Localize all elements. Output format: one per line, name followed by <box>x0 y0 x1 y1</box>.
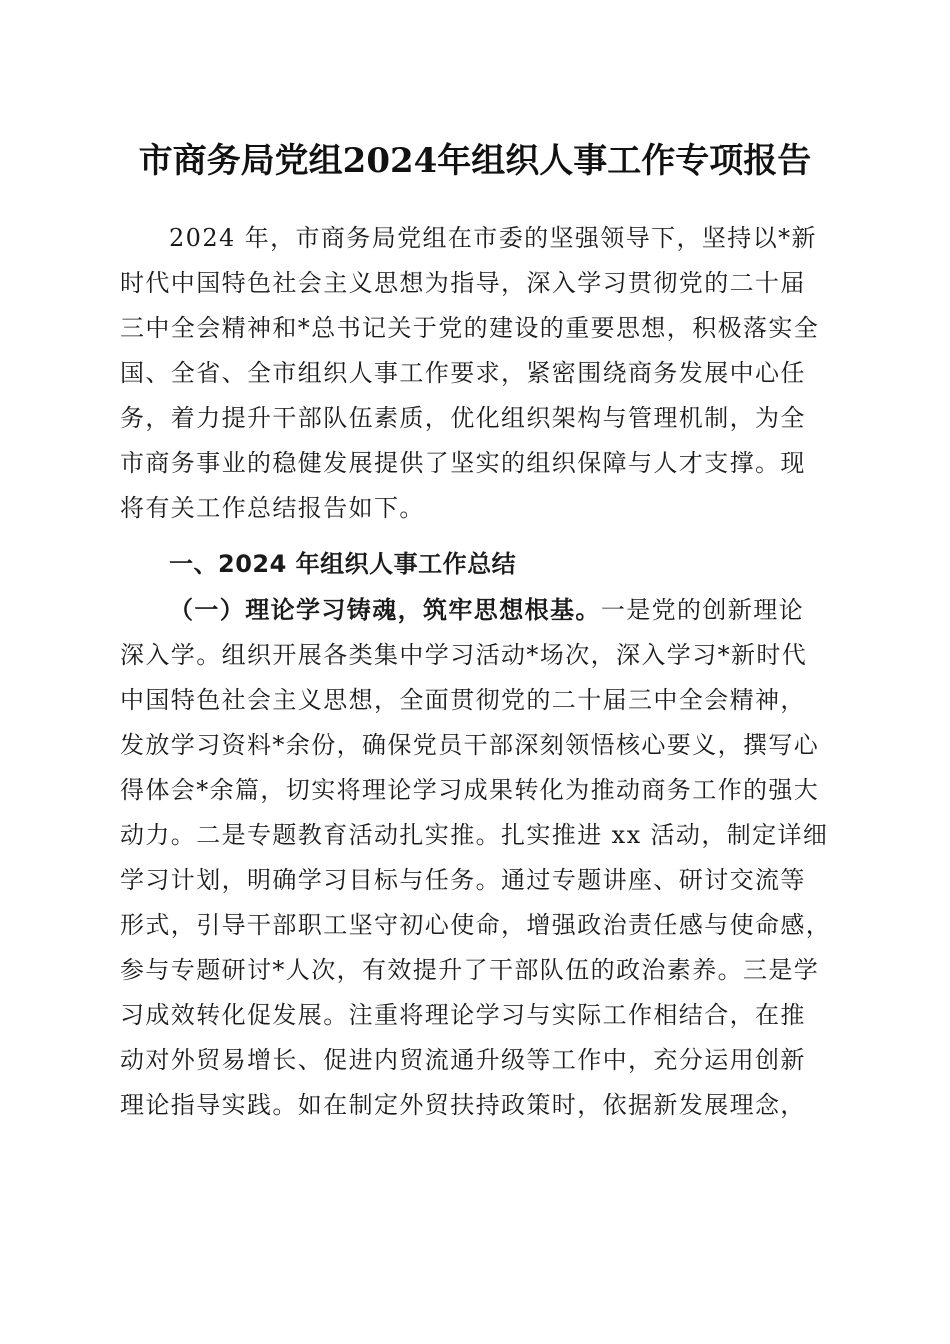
paragraph-line: 得体会*余篇，切实将理论学习成果转化为推动商务工作的强大 <box>120 776 820 804</box>
paragraph-line: 将有关工作总结报告如下。 <box>120 494 425 522</box>
paragraph-line: 发放学习资料*余份，确保党员干部深刻领悟核心要义，撰写心 <box>120 731 820 759</box>
paragraph-line: 务，着力提升干部队伍素质，优化组织架构与管理机制，为全 <box>120 404 806 432</box>
section-heading: 一、2024 年组织人事工作总结 <box>169 550 517 578</box>
subsection-first-line-text: 一是党的创新理论 <box>600 596 805 624</box>
paragraph-line: 学习计划，明确学习目标与任务。通过专题讲座、研讨交流等 <box>120 866 806 894</box>
document-title: 市商务局党组2024年组织人事工作专项报告 <box>138 141 812 181</box>
paragraph-line: 国、全省、全市组织人事工作要求，紧密围绕商务发展中心任 <box>120 359 806 387</box>
paragraph-line: 中国特色社会主义思想，全面贯彻党的二十届三中全会精神， <box>120 686 806 714</box>
subsection-first-line <box>169 588 804 632</box>
paragraph-line: 理论指导实践。如在制定外贸扶持政策时，依据新发展理念， <box>120 1091 806 1119</box>
paragraph-line: 习成效转化促发展。注重将理论学习与实际工作相结合，在推 <box>120 1001 806 1029</box>
paragraph-line: 动对外贸易增长、促进内贸流通升级等工作中，充分运用创新 <box>120 1046 806 1074</box>
paragraph-line: 深入学。组织开展各类集中学习活动*场次，深入学习*新时代 <box>120 641 808 669</box>
paragraph-line: 形式，引导干部职工坚守初心使命，增强政治责任感与使命感， <box>120 911 832 939</box>
paragraph-line: 参与专题研讨*人次，有效提升了干部队伍的政治素养。三是学 <box>120 956 820 984</box>
paragraph-line: 动力。二是专题教育活动扎实推。扎实推进 xx 活动，制定详细 <box>120 821 829 849</box>
subsection-heading: （一）理论学习铸魂，筑牢思想根基。 <box>169 595 601 624</box>
paragraph-line: 三中全会精神和*总书记关于党的建设的重要思想，积极落实全 <box>120 314 820 342</box>
paragraph-line: 时代中国特色社会主义思想为指导，深入学习贯彻党的二十届 <box>120 269 806 297</box>
paragraph-line: 市商务事业的稳健发展提供了坚实的组织保障与人才支撑。现 <box>120 449 806 477</box>
paragraph-line: 2024 年，市商务局党组在市委的坚强领导下，坚持以*新 <box>169 224 817 252</box>
